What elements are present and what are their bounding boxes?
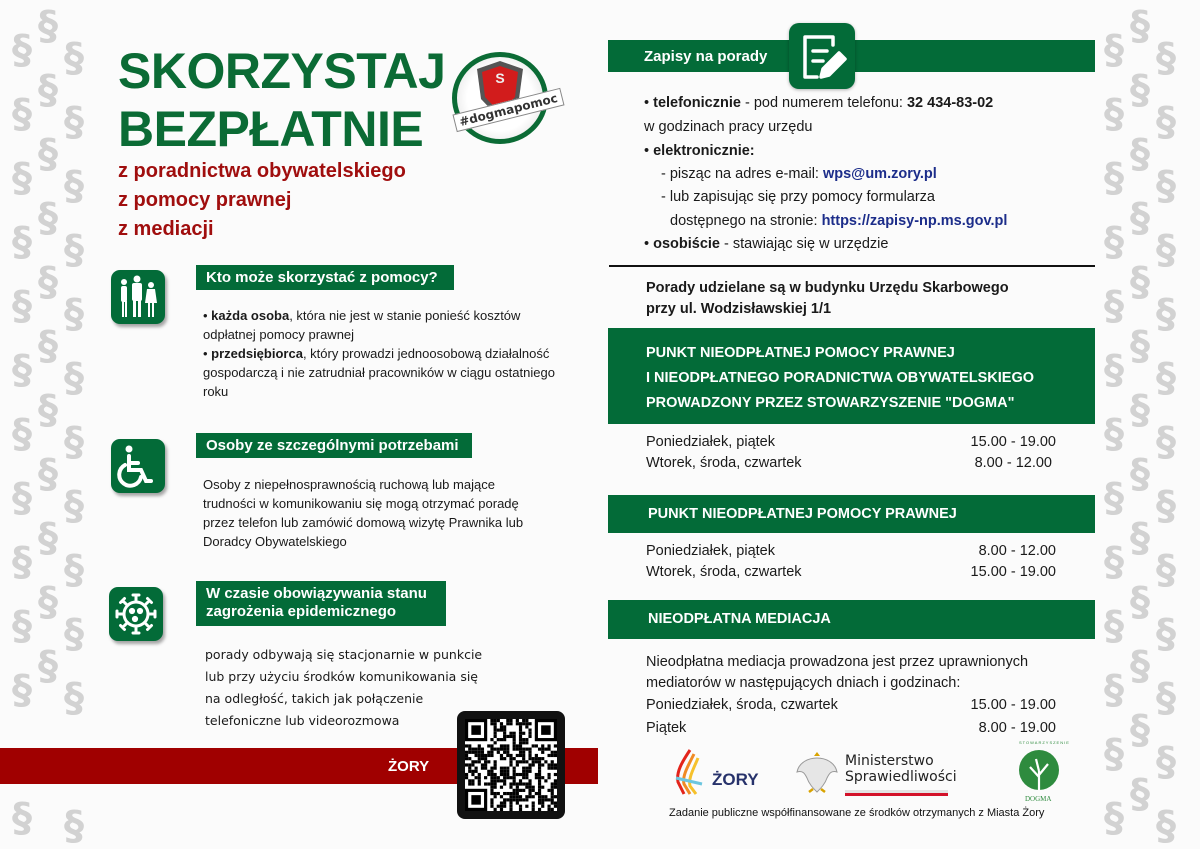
- point-3-header: [608, 600, 1095, 639]
- schedule-row: [646, 697, 1056, 720]
- section-symbol: §: [1156, 547, 1176, 593]
- section-symbol: §: [12, 667, 32, 713]
- funding-note: Zadanie publiczne współfinansowane ze środków otrzymanych z Miasta Żory: [669, 807, 1045, 819]
- mediation-intro-2: mediatorów w następujących dniach i godzinach:: [646, 675, 961, 691]
- hero-subtitle-3: z mediacji: [118, 218, 214, 240]
- schedule-row: [646, 455, 1056, 476]
- section-symbol: §: [1130, 323, 1150, 369]
- dogma-logo-text: DOGMA: [1025, 795, 1052, 803]
- point-2-heading: PUNKT NIEODPŁATNEJ POMOCY PRAWNEJ: [648, 506, 957, 522]
- section-symbol: §: [64, 611, 84, 657]
- schedule-row: [646, 434, 1056, 455]
- eagle-emblem-icon: [795, 748, 839, 796]
- section-symbol: §: [1130, 643, 1150, 689]
- schedule-hours: 15.00 - 19.00: [970, 434, 1056, 450]
- schedule-days: Wtorek, środa, czwartek: [646, 564, 802, 580]
- section-symbol: §: [1104, 475, 1124, 521]
- signup-phone: • telefonicznie - pod numerem telefonu: 32 434-83-02: [644, 95, 994, 111]
- signup-phone-text: - pod numerem telefonu:: [740, 95, 907, 111]
- section-symbol: §: [1130, 771, 1150, 817]
- section-symbol: §: [64, 419, 84, 465]
- phone-number[interactable]: 32 434-83-02: [906, 95, 994, 111]
- signup-form-line1: - lub zapisując się przy pomocy formularza: [661, 189, 935, 205]
- signup-form-line2: [670, 213, 1007, 229]
- signup-email-text: - pisząc na adres e-mail:: [661, 166, 823, 182]
- point-3-heading: NIEODPŁATNA MEDIACJA: [648, 611, 831, 627]
- signup-personal-text: - stawiając się w urzędzie: [720, 236, 889, 252]
- section-symbol: §: [64, 803, 84, 849]
- divider: [609, 265, 1095, 267]
- section-symbol: §: [1104, 603, 1124, 649]
- epidemic-heading: W czasie obowiązywania stanu zagrożenia epidemicznego: [196, 581, 446, 626]
- hero-title-line2: BEZPŁATNIE: [118, 101, 424, 157]
- who-bullet-2-rest: , który prowadzi jednoosobową działalność gospodarczą i nie zatrudniał pracowników w ciągu ostatniego roku: [203, 346, 555, 399]
- city-label: ŻORY: [388, 758, 430, 775]
- section-symbol: §: [1156, 419, 1176, 465]
- schedule-hours: 8.00 - 12.00: [974, 455, 1052, 471]
- section-symbol: §: [1130, 131, 1150, 177]
- ministry-name-2: Sprawiedliwości: [845, 769, 957, 785]
- badge-label: #dogmapomoc: [452, 88, 564, 132]
- epidemic-text: porady odbywają się stacjonarnie w punkcie lub przy użyciu środków komunikowania się na odległość, takich jak połączenie telefoniczne lub videorozmowa: [205, 647, 483, 728]
- schedule-days: Piątek: [646, 720, 687, 736]
- schedule-row: [646, 564, 1056, 585]
- section-symbol: §: [1104, 411, 1124, 457]
- section-symbol: §: [1104, 283, 1124, 329]
- section-symbol: §: [12, 91, 32, 137]
- section-symbol: §: [38, 451, 58, 497]
- point-1-heading: [646, 341, 1034, 416]
- schedule-row: [646, 720, 1056, 741]
- section-symbol: §: [1156, 483, 1176, 529]
- point-2-header: [608, 495, 1095, 533]
- point-1-heading-line: I NIEODPŁATNEGO PORADNICTWA OBYWATELSKIEGO: [646, 370, 1035, 386]
- section-symbol: §: [38, 3, 58, 49]
- zory-flame-icon: [668, 748, 708, 798]
- qr-code[interactable]: [457, 711, 565, 819]
- signup-personal-bold: osobiście: [653, 236, 720, 252]
- dogma-logo: [1010, 740, 1068, 806]
- mediation-intro-1: Nieodpłatna mediacja prowadzona jest przez uprawnionych: [646, 654, 1029, 670]
- who-bullet-1-bold: każda osoba: [211, 308, 290, 323]
- who-bullet-2-bold: przedsiębiorca: [211, 346, 303, 361]
- schedule-row: [646, 543, 1056, 564]
- wheelchair-icon: [116, 444, 160, 488]
- section-symbol: §: [1130, 387, 1150, 433]
- dogma-ring-text: STOWARZYSZENIE: [1019, 740, 1070, 745]
- section-symbol: §: [1156, 35, 1176, 81]
- special-text: Osoby z niepełnosprawnością ruchową lub mające trudności w komunikowaniu się mogą otrzymać poradę przez telefon lub zamówić domową wizytę Prawnika lub Doradcy Obywatelskiego: [203, 477, 524, 549]
- signup-email: [661, 166, 937, 182]
- special-heading: Osoby ze szczególnymi potrzebami: [196, 433, 472, 458]
- schedule-days: Wtorek, środa, czwartek: [646, 455, 802, 471]
- section-symbol: §: [64, 35, 84, 81]
- section-symbol: §: [1104, 667, 1124, 713]
- section-symbol: §: [1156, 803, 1176, 849]
- ministry-flag-bar: [845, 790, 948, 796]
- dogma-tree-icon: [1010, 746, 1068, 794]
- section-symbol: §: [12, 539, 32, 585]
- signup-phone-hours: w godzinach pracy urzędu: [644, 119, 813, 135]
- point-3-schedule: [646, 697, 1056, 741]
- section-symbol: §: [1156, 739, 1176, 785]
- section-symbol: §: [1156, 227, 1176, 273]
- section-symbol: §: [64, 163, 84, 209]
- point-1-header: [608, 328, 1095, 424]
- who-text: [203, 306, 563, 401]
- signup-electronic: • elektronicznie:: [644, 143, 755, 159]
- section-symbol: §: [38, 515, 58, 561]
- section-symbol: §: [1104, 795, 1124, 841]
- who-bullet-1: • każda osoba, która nie jest w stanie ponieść kosztów odpłatnej pomocy prawnej: [203, 308, 521, 342]
- section-symbol: §: [12, 603, 32, 649]
- section-symbol: §: [38, 259, 58, 305]
- hero-subtitle-1: z poradnictwa obywatelskiego: [118, 160, 406, 182]
- section-symbol: §: [1130, 515, 1150, 561]
- section-symbol: §: [38, 67, 58, 113]
- section-symbol: §: [64, 547, 84, 593]
- schedule-days: Poniedziałek, środa, czwartek: [646, 697, 838, 713]
- section-symbol: §: [1104, 539, 1124, 585]
- section-symbol: §: [64, 483, 84, 529]
- section-symbol: §: [1104, 27, 1124, 73]
- section-symbol: §: [1130, 579, 1150, 625]
- section-symbol: §: [1156, 291, 1176, 337]
- zory-logo: [668, 748, 763, 798]
- section-symbol: §: [38, 323, 58, 369]
- ministry-logo: [795, 748, 955, 798]
- wheelchair-icon-box: [111, 439, 165, 493]
- section-symbol: §: [1104, 731, 1124, 777]
- point-1-schedule: [646, 434, 1056, 476]
- svg-text:S: S: [495, 70, 505, 86]
- section-symbol: §: [12, 283, 32, 329]
- location-line1: Porady udzielane są w budynku Urzędu Skarbowego: [646, 280, 1009, 296]
- schedule-hours: 15.00 - 19.00: [970, 564, 1056, 580]
- point-1-heading-line: PUNKT NIEODPŁATNEJ POMOCY PRAWNEJ: [646, 345, 955, 361]
- section-symbol: §: [38, 643, 58, 689]
- section-symbol: §: [64, 291, 84, 337]
- section-symbol: §: [12, 347, 32, 393]
- email-link[interactable]: wps@um.zory.pl: [822, 166, 937, 182]
- section-symbol: §: [12, 219, 32, 265]
- schedule-hours: 8.00 - 19.00: [978, 720, 1056, 736]
- section-symbol: §: [1156, 99, 1176, 145]
- who-heading: Kto może skorzystać z pomocy?: [196, 265, 454, 290]
- section-symbol: §: [1130, 451, 1150, 497]
- section-symbol: §: [38, 579, 58, 625]
- signup-electronic-bold: elektronicznie:: [653, 143, 755, 159]
- section-symbol: §: [1130, 3, 1150, 49]
- ministry-name-1: Ministerstwo: [845, 753, 934, 769]
- section-symbol: §: [1156, 611, 1176, 657]
- section-symbol: §: [12, 795, 32, 841]
- section-symbol: §: [1104, 155, 1124, 201]
- section-symbol: §: [64, 99, 84, 145]
- section-symbol: §: [12, 27, 32, 73]
- section-symbol: §: [1130, 707, 1150, 753]
- signup-heading: Zapisy na porady: [644, 48, 768, 65]
- section-symbol: §: [12, 155, 32, 201]
- schedule-days: Poniedziałek, piątek: [646, 434, 775, 450]
- section-symbol: §: [64, 227, 84, 273]
- people-icon-box: [111, 270, 165, 324]
- dogmapomoc-badge: [452, 52, 559, 144]
- form-edit-icon-box: [789, 23, 855, 89]
- form-edit-icon: [789, 23, 855, 89]
- section-symbol: §: [1104, 347, 1124, 393]
- signup-form-text: dostępnego na stronie:: [670, 213, 822, 229]
- schedule-hours: 15.00 - 19.00: [970, 697, 1056, 713]
- qr-code-pattern: [465, 719, 557, 811]
- hero-subtitle-2: z pomocy prawnej: [118, 189, 292, 211]
- hero-title-line1: SKORZYSTAJ: [118, 43, 446, 99]
- section-symbol: §: [12, 411, 32, 457]
- location: [646, 278, 1009, 320]
- section-symbol: §: [38, 131, 58, 177]
- point-1-heading-line: PROWADZONY PRZEZ STOWARZYSZENIE "DOGMA": [646, 395, 1015, 411]
- section-symbol: §: [1130, 259, 1150, 305]
- point-2-schedule: [646, 543, 1056, 585]
- section-symbol: §: [1104, 219, 1124, 265]
- people-icon: [115, 274, 161, 320]
- who-bullet-2: • przedsiębiorca, który prowadzi jednoosobową działalność gospodarczą i nie zatrudniał pracowników w ciągu ostatniego roku: [203, 346, 555, 399]
- schedule-hours: 8.00 - 12.00: [978, 543, 1056, 559]
- schedule-days: Poniedziałek, piątek: [646, 543, 775, 559]
- section-symbol: §: [1104, 91, 1124, 137]
- point-3-intro: [646, 652, 1086, 694]
- location-line2: przy ul. Wodzisławskiej 1/1: [646, 301, 832, 317]
- form-url-link[interactable]: https://zapisy-np.ms.gov.pl: [821, 213, 1008, 229]
- section-symbol: §: [1156, 163, 1176, 209]
- section-symbol: §: [1130, 67, 1150, 113]
- section-symbol: §: [1130, 195, 1150, 241]
- section-symbol: §: [64, 355, 84, 401]
- zory-logo-text: ŻORY: [712, 770, 759, 789]
- who-bullet-1-rest: , która nie jest w stanie ponieść kosztów odpłatnej pomocy prawnej: [203, 308, 521, 342]
- signup-personal: • osobiście - stawiając się w urzędzie: [644, 236, 889, 252]
- section-symbol: §: [64, 675, 84, 721]
- virus-icon: [113, 591, 159, 637]
- virus-icon-box: [109, 587, 163, 641]
- section-symbol: §: [38, 195, 58, 241]
- signup-phone-bold: telefonicznie: [653, 95, 741, 111]
- section-symbol: §: [38, 387, 58, 433]
- section-symbol: §: [1156, 355, 1176, 401]
- section-symbol: §: [1156, 675, 1176, 721]
- section-symbol: §: [12, 475, 32, 521]
